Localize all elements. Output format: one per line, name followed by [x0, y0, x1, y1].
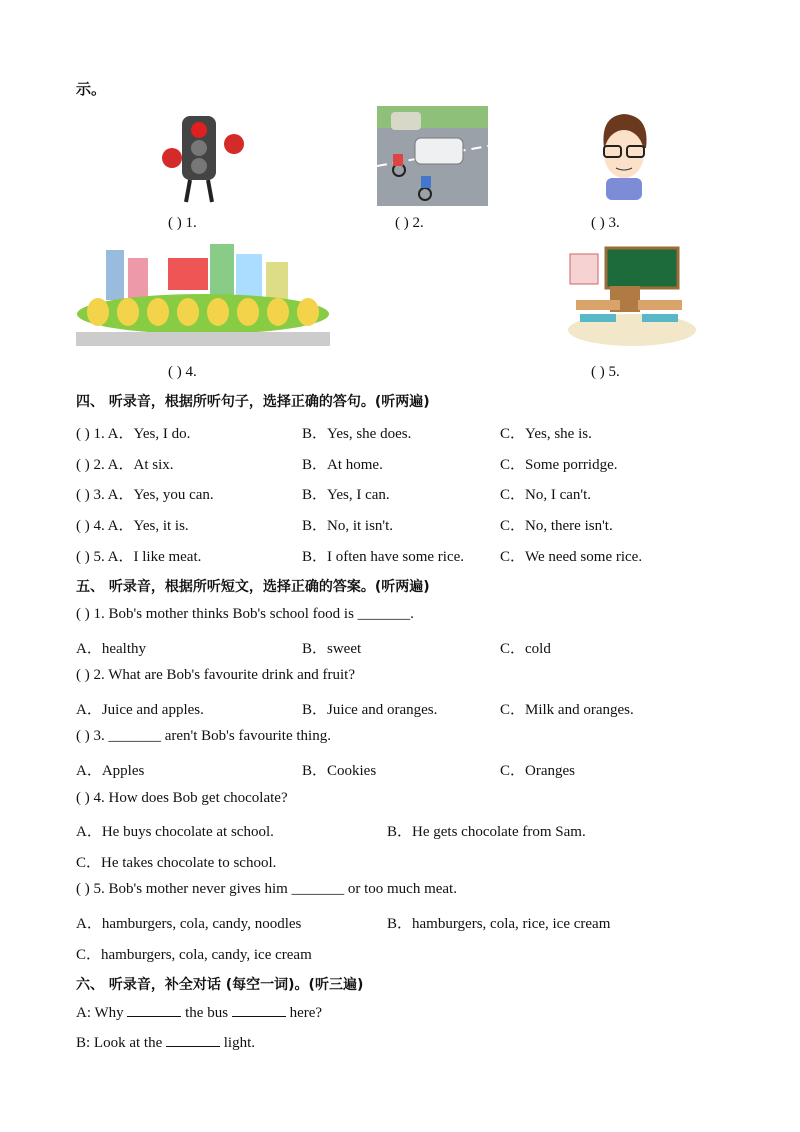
s5-q3: ( ) 3. _______ aren't Bob's favourite thing. — [76, 728, 331, 744]
s6-line-1 — [76, 1004, 322, 1022]
s4-q5: ( ) 5. A．I like meat. — [76, 549, 202, 565]
s5-q3-c: C．Oranges — [500, 763, 575, 779]
s5-q4-b: B．He gets chocolate from Sam. — [387, 824, 586, 840]
s5-q1: ( ) 1. Bob's mother thinks Bob's school food is _______. — [76, 606, 414, 622]
s5-q5-a: A．hamburgers, cola, candy, noodles — [76, 916, 302, 932]
s5-q3-a: A．Apples — [76, 763, 145, 779]
boy-glasses-icon — [596, 110, 652, 202]
s4-q1: ( ) 1. A．Yes, I do. — [76, 426, 191, 442]
section-6-title: 六、 听录音，补全对话 (每空一词)。(听三遍) — [76, 977, 364, 993]
s4-q5-c: C．We need some rice. — [500, 549, 643, 565]
s4-q3-b: B．Yes, I can. — [302, 487, 390, 503]
s6-blank-3[interactable] — [166, 1034, 220, 1047]
s5-q3-b: B．Cookies — [302, 763, 377, 779]
s4-q4-c: C．No, there isn't. — [500, 518, 613, 534]
s5-q1-c: C．cold — [500, 641, 551, 657]
section-4-title: 四、 听录音，根据所听句子，选择正确的答句。(听两遍) — [76, 394, 430, 410]
s4-q5-b: B．I often have some rice. — [302, 549, 465, 565]
s5-q4-c: C．He takes chocolate to school. — [76, 855, 277, 871]
s5-q5-c: C．hamburgers, cola, candy, ice cream — [76, 947, 312, 963]
s4-q4: ( ) 4. A．Yes, it is. — [76, 518, 189, 534]
road-cars-bike-icon — [377, 106, 488, 206]
s4-q4-b: B．No, it isn't. — [302, 518, 394, 534]
picture-2-number: ( ) 2. — [395, 215, 424, 231]
elephants-crossing-icon — [76, 244, 330, 348]
top-text: 示。 — [76, 80, 107, 98]
traffic-light-icon — [160, 110, 246, 206]
s5-q2-a: A．Juice and apples. — [76, 702, 204, 718]
s4-q2-c: C．Some porridge. — [500, 457, 618, 473]
s5-q2-b: B．Juice and oranges. — [302, 702, 438, 718]
picture-4-number: ( ) 4. — [168, 364, 197, 380]
s6-line-1-part-a: A: Why — [76, 1005, 124, 1021]
s6-line-1-part-c: here? — [289, 1005, 323, 1021]
s4-q3-c: C．No, I can't. — [500, 487, 592, 503]
classroom-icon — [566, 244, 698, 348]
s4-q1-b: B．Yes, she does. — [302, 426, 412, 442]
s6-line-2 — [76, 1034, 255, 1052]
s6-line-1-part-b: the bus — [185, 1005, 229, 1021]
s5-q1-b: B．sweet — [302, 641, 362, 657]
section-5-title: 五、 听录音，根据所听短文，选择正确的答案。(听两遍) — [76, 579, 430, 595]
s5-q5: ( ) 5. Bob's mother never gives him _______ or too much meat. — [76, 881, 457, 897]
s5-q1-a: A．healthy — [76, 641, 146, 657]
s6-line-2-part-b: light. — [223, 1035, 256, 1051]
s5-q5-b: B．hamburgers, cola, rice, ice cream — [387, 916, 611, 932]
s4-q1-c: C．Yes, she is. — [500, 426, 592, 442]
picture-1-number: ( ) 1. — [168, 215, 197, 231]
s4-q3: ( ) 3. A．Yes, you can. — [76, 487, 214, 503]
s6-line-2-part-a: B: Look at the — [76, 1035, 163, 1051]
s4-q2-b: B．At home. — [302, 457, 383, 473]
s6-blank-1[interactable] — [127, 1004, 181, 1017]
s5-q4: ( ) 4. How does Bob get chocolate? — [76, 790, 288, 806]
picture-3-number: ( ) 3. — [591, 215, 620, 231]
s5-q2: ( ) 2. What are Bob's favourite drink and fruit? — [76, 667, 356, 683]
s4-q2: ( ) 2. A．At six. — [76, 457, 174, 473]
s5-q4-a: A．He buys chocolate at school. — [76, 824, 274, 840]
picture-5-number: ( ) 5. — [591, 364, 620, 380]
s5-q2-c: C．Milk and oranges. — [500, 702, 634, 718]
s6-blank-2[interactable] — [232, 1004, 286, 1017]
